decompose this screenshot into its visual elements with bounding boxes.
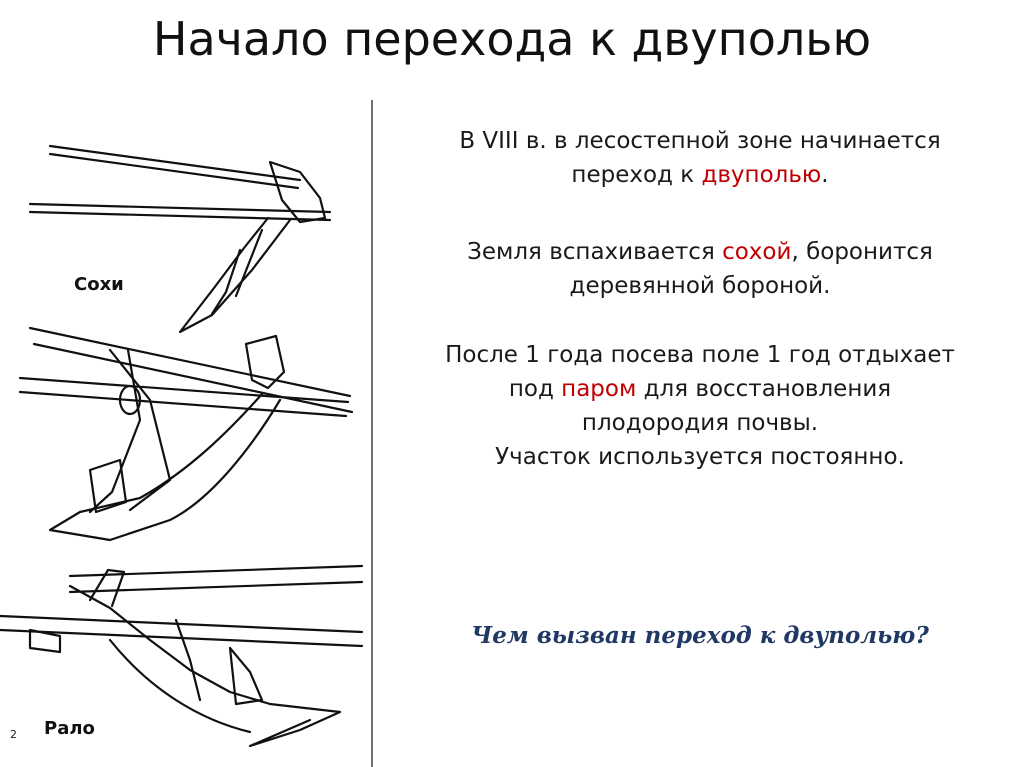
- text-line: Участок используется постоянно.: [495, 444, 905, 470]
- text-span: под: [508, 376, 562, 402]
- sokhi-label: Сохи: [74, 274, 124, 295]
- slide-number: 2: [10, 728, 17, 741]
- highlight-par: паром: [561, 376, 637, 402]
- sokha-drawing-2: [20, 328, 352, 540]
- text-span: для восстановления: [636, 376, 892, 402]
- highlight-sokha: сохой: [722, 239, 792, 265]
- paragraph-tillage: [385, 235, 1015, 303]
- text-span: .: [821, 162, 829, 188]
- paragraph-transition: [385, 124, 1015, 192]
- text-span: переход к: [571, 162, 702, 188]
- text-span: , боронится: [791, 239, 933, 265]
- paragraph-fallow: [385, 338, 1015, 474]
- slide-title: Начало перехода к двуполью: [152, 12, 872, 66]
- ralo-label: Рало: [44, 718, 95, 739]
- sokha-drawing-1: [30, 146, 330, 332]
- text-line: [385, 158, 1015, 192]
- text-line: [385, 372, 1015, 406]
- text-line: плодородия почвы.: [581, 410, 819, 436]
- plough-illustrations: [0, 100, 380, 767]
- text-line: После 1 года посева поле 1 год отдыхает: [445, 342, 955, 368]
- text-line: деревянной бороной.: [569, 273, 831, 299]
- text-span: Земля вспахивается: [467, 239, 723, 265]
- text-line: [385, 235, 1015, 269]
- discussion-question: Чем вызван переход к двуполью?: [471, 622, 929, 649]
- highlight-dvupole: двуполью: [701, 162, 822, 188]
- text-line: В VIII в. в лесостепной зоне начинается: [459, 128, 941, 154]
